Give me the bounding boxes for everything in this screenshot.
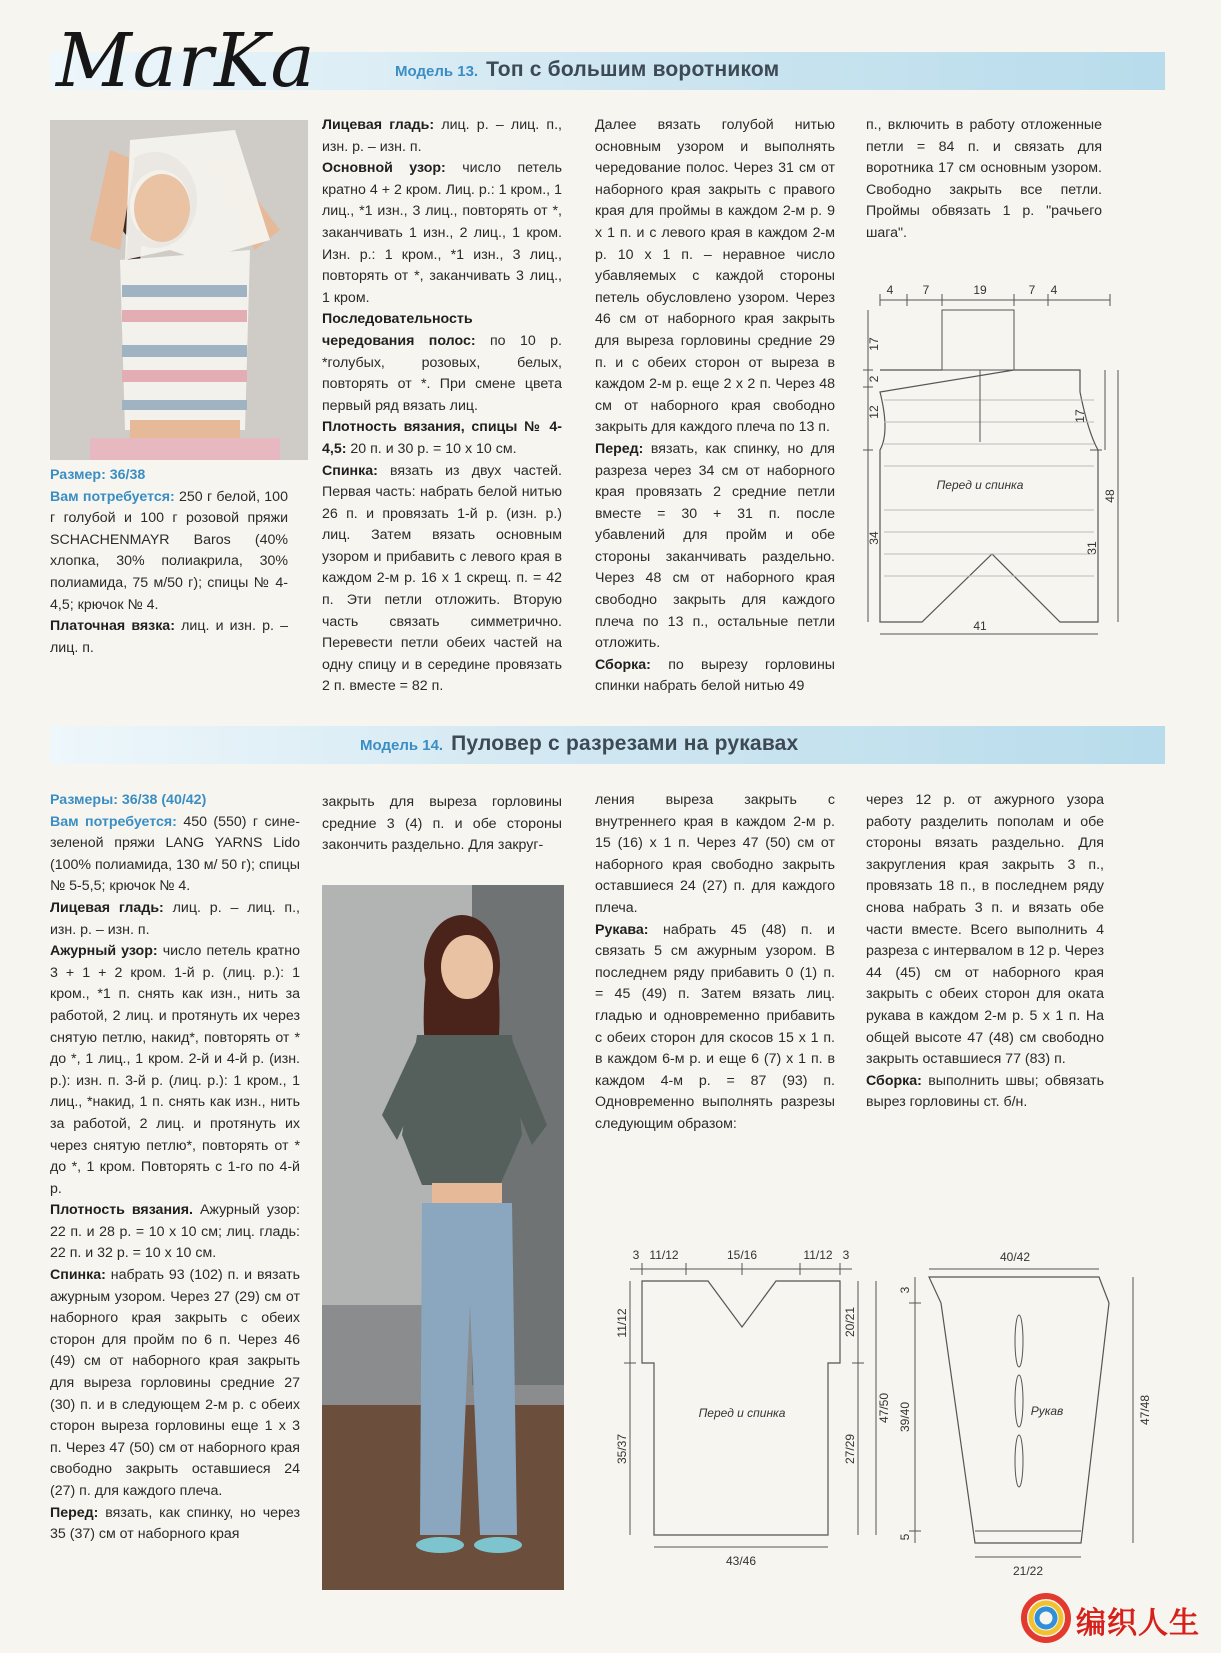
model13-dim-top-5: 4 [1050, 283, 1058, 297]
model14-need-label: Вам потребуется: [50, 813, 177, 830]
model14-sleeve-dim-left-1: 3 [898, 1286, 912, 1294]
model14-sizes: 36/38 (40/42) [121, 792, 207, 808]
model14-sleeve-piece-label: Рукав [1030, 1404, 1064, 1418]
model13-stockinette-label: Лицевая гладь: [322, 117, 435, 133]
model14-lace-label: Ажурный узор: [50, 943, 158, 960]
model13-front-label: Перед: [595, 440, 644, 457]
model14-body-dim-left-2: 35/37 [615, 1433, 629, 1465]
model14-body-dim-right-1: 20/21 [843, 1306, 857, 1338]
model14-assembly-text: выполнить швы; обвязать вырез горловины ст. б/н. [866, 1072, 1104, 1111]
model14-sizes-label: Размеры: [50, 792, 118, 808]
model13-dim-top-2: 7 [922, 283, 930, 297]
model14-sleeve-dim-left-2: 39/40 [898, 1401, 912, 1433]
model14-sleeve-dim-left-3: 5 [898, 1533, 912, 1541]
model14-body-dim-left-1: 11/12 [615, 1308, 629, 1338]
model14-col4 [866, 790, 1104, 1114]
model13-garter-text: лиц. и изн. р. – лиц. п. [50, 618, 288, 656]
model14-assembly-label: Сборка: [866, 1072, 922, 1089]
model13-piece-label: Перед и спинка [936, 478, 1024, 492]
model14-stockinette-text: лиц. р. – лиц. п., изн. р. – изн. п. [50, 899, 300, 938]
model14-gauge-label: Плотность вязания. [50, 1202, 193, 1219]
model14-body-dim-top-1: 3 [632, 1248, 640, 1262]
model14-front-text: вязать, как спинку, но через 35 (37) см от наборного края [50, 1504, 300, 1543]
model14-col3 [595, 790, 835, 1136]
model13-photo [50, 120, 308, 460]
model13-col3-text: Далее вязать голубой нитью основным узором и выполнять чередование полос. Через 31 см от наборного края закрыть с правого края для проймы в каждом 2-м р. 9 х 1 п. и с левого края в каждом 2-м р. 10 х 1 п. – неравное число убавляемых с каждой стороны петель обусловлено узором. Через 46 см от наборного края закрыть для выреза горловины средние 29 п. и с обеих сторон от выреза в каждом 2-м р. еще 2 х 2 п. Через 48 см от наборного края свободно закрыть для каждого плеча по 13 п. [595, 117, 835, 436]
model13-assembly-text: по вырезу горловины спинки набрать белой нитью 49 [595, 656, 835, 695]
model13-col3 [595, 115, 835, 698]
model13-dim-top-1: 4 [886, 283, 894, 297]
model13-dim-right-3: 31 [1085, 541, 1099, 555]
model13-dim-bottom: 41 [973, 619, 987, 633]
model13-dim-left-1: 17 [867, 337, 881, 351]
model14-sleeve-dim-right: 47/48 [1138, 1394, 1152, 1426]
model13-need-text: 250 г белой, 100 г голубой и 100 г розовой пряжи SCHACHENMAYR Baros (40% хлопка, 30% полиакрила, 30% полиамида, 75 м/50 г); спицы № 4-4,5; крючок № 4. [50, 488, 288, 613]
marka-logo: MarKa [56, 18, 316, 104]
model14-body-dim-right-3: 27/29 [843, 1433, 857, 1465]
model14-photo [322, 885, 564, 1590]
watermark-stamp [1020, 1590, 1210, 1646]
model14-body-dim-top-4: 11/12 [803, 1248, 833, 1262]
watermark-text: 编织人生 [1076, 1606, 1200, 1641]
model14-sleeve-text: набрать 45 (48) п. и связать 5 см ажурным узором. В последнем ряду прибавить 0 (1) п. = 45 (49) п. Затем вязать лиц. гладью и одновременно прибавить с обеих сторон для скосов 15 х 1 п. в каждом 6-м р. и еще 6 (7) х 1 п. в каждом 4-м р. = 87 (93) п. Одновременно выполнять разрезы следующим образом: [595, 921, 835, 1132]
model13-dim-top-3: 19 [973, 283, 987, 297]
model14-body-dim-top-2: 11/12 [649, 1248, 679, 1262]
model13-garter-label: Платочная вязка: [50, 618, 175, 635]
model13-back-label: Спинка: [322, 462, 378, 479]
model14-col4-text: через 12 р. от ажурного узора работу разделить пополам и обе стороны вязать раздельно. Для закругления края закрыть 3 п., провязать 18 п., в последнем ряду снова набрать 3 п. и вязать обе части вместе. Всего выполнить 4 разреза с интервалом в 12 р. Через 44 (45) см от наборного края закрыть с обеих сторон для оката рукава в каждом 2-м р. 5 х 1 п. На общей высоте 47 (48) см свободно закрыть оставшиеся 77 (83) п. [866, 792, 1104, 1068]
model14-gauge-text: Ажурный узор: 22 п. и 28 р. = 10 х 10 см; лиц. гладь: 22 п. и 32 р. = 10 х 10 см. [50, 1202, 300, 1262]
model13-stockinette-text: лиц. р. – лиц. п., изн. р. – изн. п. [322, 117, 562, 155]
model13-title [395, 58, 779, 82]
model13-front-text: вязать, как спинку, но для разреза через 34 см от наборного края провязать 2 средние петли вместе = 30 + 31 п. после убавлений для пройм и обе стороны заканчивать раздельно. Через 48 см от наборного края свободно закрыть для каждого плеча по 13 п., остальные петли отложить. [595, 440, 835, 652]
model13-schematic [862, 282, 1122, 670]
model14-sleeve-dim-top: 40/42 [999, 1250, 1031, 1264]
model14-lace-text: число петель кратно 3 + 1 + 2 кром. 1-й р. (лиц. р.): 1 кром., *1 п. снять как изн., нить за работой, 2 лиц. и протянуть их через снятую петлю, накид*, повторять от * до *, 1 лиц., 1 кром. 2-й и 4-й р. (изн. р.): изн. п. 3-й р. (лиц. р.): 1 кром., 1 лиц., *накид, 1 п. снять как изн., нить за работой, 2 лиц. и протянуть их через снятую петлю*, повторять от * до *, 1 кром. Повторять с 1-го по 4-й р. [50, 943, 300, 1197]
model14-col1 [50, 790, 300, 1546]
model13-need-label: Вам потребуется: [50, 488, 175, 505]
model13-dim-right-2: 48 [1103, 489, 1117, 503]
model14-back-label: Спинка: [50, 1267, 106, 1284]
model13-main-pattern-text: число петель кратно 4 + 2 кром. Лиц. р.: 1 кром., 1 лиц., *1 изн., 3 лиц., повторять от *, заканчивать 1 изн., 2 лиц., 1 кром. Изн. р.: 1 кром., *1 изн., 3 лиц., повторять от *, заканчивать 3 лиц., 1 кром. [322, 160, 562, 306]
model13-size: 36/38 [109, 467, 146, 483]
model14-sleeve-schematic [895, 1245, 1165, 1585]
model13-stripes-label: Последовательность чередования полос: [322, 311, 476, 349]
model14-body-piece-label: Перед и спинка [698, 1406, 786, 1420]
model13-label: Модель 13. [395, 63, 479, 80]
model14-sleeve-dim-bottom: 21/22 [1012, 1564, 1044, 1578]
model14-back-text: набрать 93 (102) п. и вязать ажурным узором. Через 27 (29) см от наборного края закрыть с обеих сторон для пройм по 6 п. Через 46 (49) см от наборного края закрыть для выреза горловины средние 27 (30) п. и в следующем 2-м р. с обеих сторон выреза горловины еще 1 х 3 п. Через 47 (50) см от наборного края свободно закрыть оставшиеся 24 (27) п. для каждого плеча. [50, 1267, 300, 1499]
model13-col1 [50, 465, 288, 659]
model13-main-pattern-label: Основной узор: [322, 160, 446, 177]
model14-col3-text: ления выреза закрыть с внутреннего края в каждом 2-м р. 15 (16) х 1 п. Через 47 (50) см от наборного края свободно закрыть оставшиеся 24 (27) п. для каждого плеча. [595, 792, 835, 916]
model14-col2 [322, 792, 562, 857]
model13-assembly-label: Сборка: [595, 656, 651, 673]
model14-body-dim-right-2: 47/50 [877, 1392, 891, 1424]
model14-body-dim-bottom: 43/46 [725, 1554, 757, 1568]
model13-gauge-label: Плотность вязания, спицы № 4-4,5: [322, 419, 562, 457]
model14-label: Модель 14. [360, 737, 444, 754]
model13-col2 [322, 115, 562, 698]
model14-title [360, 732, 798, 756]
model13-heading: Топ с большим воротником [486, 58, 780, 81]
model14-front-label: Перед: [50, 1504, 99, 1521]
model13-dim-left-3: 12 [867, 405, 881, 419]
model14-stockinette-label: Лицевая гладь: [50, 899, 164, 916]
model14-sleeve-label: Рукава: [595, 921, 649, 938]
model13-gauge-text: 20 п. и 30 р. = 10 х 10 см. [350, 440, 517, 457]
model13-back-text: вязать из двух частей. Первая часть: набрать белой нитью 26 п. и провязать 1-й р. (изн. р.) лиц. Затем вязать основным узором и прибавить с левого края в каждом 2-м р. 16 х 1 скрещ. п. = 42 п. Эти петли отложить. Вторую часть связать симметрично. Перевести петли обеих частей на одну спицу и в середине провязать 2 п. вместе = 82 п. [322, 462, 562, 695]
model13-stripes-text: по 10 р. *голубых, розовых, белых, повторять от *. При смене цвета первый ряд вязать лиц. [322, 332, 562, 414]
model14-body-dim-top-5: 3 [842, 1248, 850, 1262]
model13-dim-left-4: 34 [867, 531, 881, 545]
model13-dim-right-1: 17 [1073, 409, 1087, 423]
model14-col2-text: закрыть для выреза горловины средние 3 (4) п. и обе стороны закончить раздельно. Для закруг- [322, 794, 562, 854]
model14-need-text: 450 (550) г сине-зеленой пряжи LANG YARNS Lido (100% полиамида, 130 м/ 50 г); спицы № 5-5,5; крючок № 4. [50, 813, 300, 895]
model13-dim-top-4: 7 [1028, 283, 1036, 297]
model13-size-label: Размер: [50, 467, 106, 483]
model13-col4 [866, 115, 1102, 245]
model13-dim-left-2: 2 [867, 375, 881, 383]
model14-body-dim-top-3: 15/16 [726, 1248, 758, 1262]
model13-col4-text: п., включить в работу отложенные петли = 84 п. и связать для воротника 17 см основным узором. Свободно закрыть все петли. Проймы обвязать 1 р. "рачьего шага". [866, 117, 1102, 241]
model14-body-schematic [615, 1245, 892, 1585]
model14-heading: Пуловер с разрезами на рукавах [451, 732, 799, 755]
